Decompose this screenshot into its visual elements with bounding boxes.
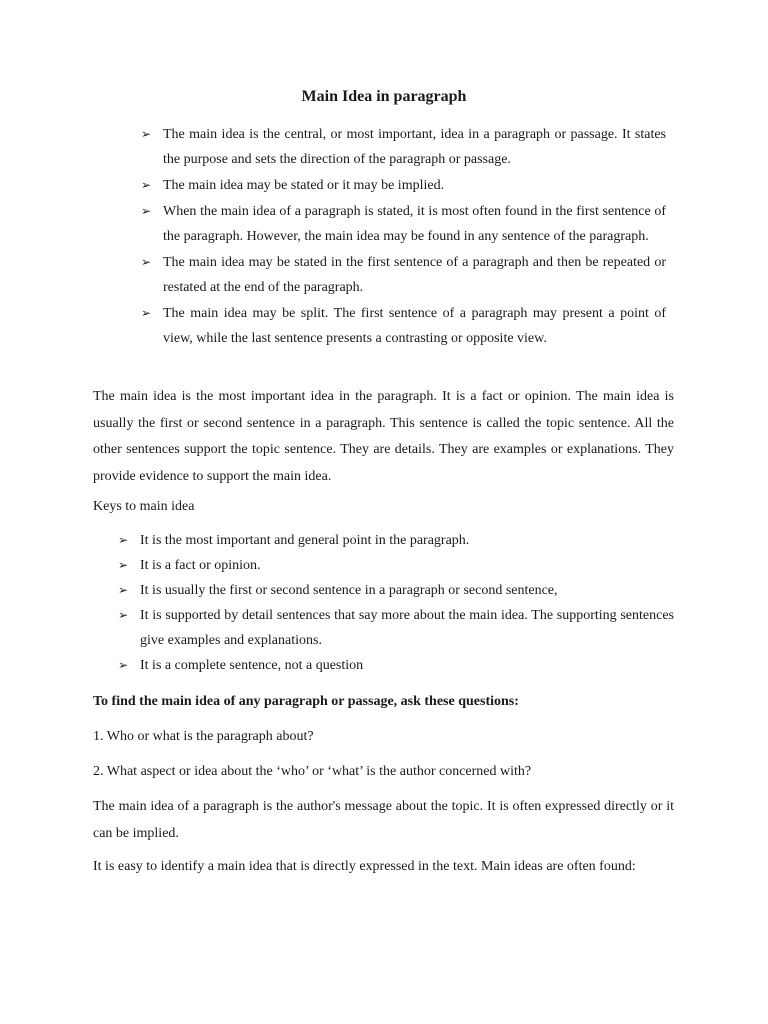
question-2: 2. What aspect or idea about the ‘who’ or ‘what’ is the author concerned with? xyxy=(93,764,532,779)
arrow-bullet-icon: ➢ xyxy=(118,658,129,672)
arrow-bullet-icon: ➢ xyxy=(118,608,129,622)
arrow-bullet-icon: ➢ xyxy=(118,583,129,597)
list-item xyxy=(118,603,674,653)
list-item xyxy=(118,653,674,678)
keys-heading: Keys to main idea xyxy=(93,499,195,514)
question-1: 1. Who or what is the paragraph about? xyxy=(93,729,314,744)
list-item-text: The main idea may be split. The first sentence of a paragraph may present a point of view, while the last sentence presents a contrasting or opposite view. xyxy=(163,306,666,346)
arrow-bullet-icon: ➢ xyxy=(141,255,152,269)
list-item-text: The main idea may be stated or it may be implied. xyxy=(163,178,445,193)
list-item xyxy=(118,578,674,603)
arrow-bullet-icon: ➢ xyxy=(141,204,152,218)
arrow-bullet-icon: ➢ xyxy=(118,558,129,572)
arrow-bullet-icon: ➢ xyxy=(141,178,152,192)
list-item xyxy=(141,301,666,351)
author-message-paragraph: The main idea of a paragraph is the author's message about the topic. It is often expressed directly or it can be implied. xyxy=(93,799,674,841)
list-item-text: It is usually the first or second sentence in a paragraph or second sentence, xyxy=(140,583,558,598)
main-idea-bullet-list xyxy=(0,122,768,352)
list-item xyxy=(141,250,666,300)
keys-bullet-list xyxy=(0,528,768,678)
arrow-bullet-icon: ➢ xyxy=(141,127,152,141)
list-item-text: The main idea is the central, or most important, idea in a paragraph or passage. It states the purpose and sets the direction of the paragraph or passage. xyxy=(163,127,666,167)
list-item xyxy=(118,528,674,553)
list-item xyxy=(141,122,666,172)
list-item-text: When the main idea of a paragraph is stated, it is most often found in the first sentence of the paragraph. However, the main idea may be found in any sentence of the paragraph. xyxy=(163,204,666,244)
list-item xyxy=(141,173,666,198)
list-item-text: The main idea may be stated in the first sentence of a paragraph and then be repeated or restated at the end of the paragraph. xyxy=(163,255,666,295)
arrow-bullet-icon: ➢ xyxy=(141,306,152,320)
arrow-bullet-icon: ➢ xyxy=(118,533,129,547)
list-item xyxy=(118,553,674,578)
list-item-text: It is a complete sentence, not a question xyxy=(140,658,364,673)
document-title: Main Idea in paragraph xyxy=(301,88,467,105)
list-item-text: It is supported by detail sentences that say more about the main idea. The supporting sentences give examples and explanations. xyxy=(140,608,674,648)
list-item-text: It is a fact or opinion. xyxy=(140,558,261,573)
list-item xyxy=(141,199,666,249)
list-item-text: It is the most important and general point in the paragraph. xyxy=(140,533,470,548)
main-idea-paragraph: The main idea is the most important idea in the paragraph. It is a fact or opinion. The main idea is usually the first or second sentence in a paragraph. This sentence is called the topic sentence. All the other sentences support the topic sentence. They are details. They are examples or explanations. They provide evidence to support the main idea. xyxy=(93,389,674,484)
questions-heading: To find the main idea of any paragraph or passage, ask these questions: xyxy=(93,694,519,709)
identify-main-idea-paragraph: It is easy to identify a main idea that is directly expressed in the text. Main ideas are often found: xyxy=(93,859,636,874)
